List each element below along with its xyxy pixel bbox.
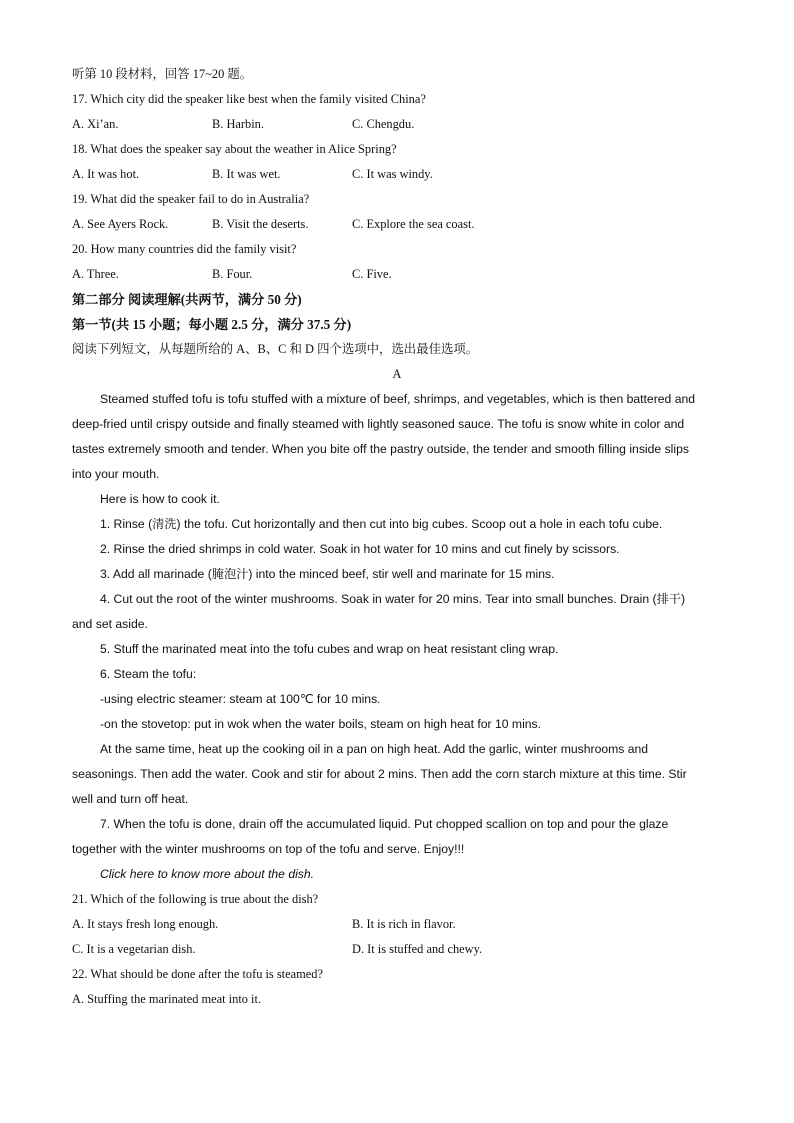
option-21b: B. It is rich in flavor. <box>352 917 456 931</box>
step-4-line-1: 4. Cut out the root of the winter mushrooms. Soak in water for 20 mins. Tear into small bunches. Drain (排干) <box>100 592 686 606</box>
step-1: 1. Rinse (清洗) the tofu. Cut horizontally and then cut into big cubes. Scoop out a hole in each tofu cube. <box>100 517 663 531</box>
intro-line-1: Steamed stuffed tofu is tofu stuffed with a mixture of beef, shrimps, and vegetables, which is then battered and <box>100 392 696 406</box>
options-21-row-2 <box>72 937 722 962</box>
option-18b: B. It was wet. <box>212 167 281 181</box>
step-6a: -using electric steamer: steam at 100℃ for 10 mins. <box>100 692 381 706</box>
same-time-line-2: seasonings. Then add the water. Cook and stir for about 2 mins. Then add the corn starch mixture at this time. Stir <box>72 767 687 781</box>
passage-letter: A <box>392 367 402 381</box>
option-19c: C. Explore the sea coast. <box>352 217 475 231</box>
option-17a: A. Xi’an. <box>72 117 119 131</box>
question-19: 19. What did the speaker fail to do in Australia? <box>72 192 310 206</box>
how-to-line: Here is how to cook it. <box>100 492 220 506</box>
option-18a: A. It was hot. <box>72 167 140 181</box>
intro-line-2: deep-fried until crispy outside and finally steamed with lightly seasoned sauce. The tofu is snow white in color and <box>72 417 685 431</box>
option-20a: A. Three. <box>72 267 119 281</box>
step-7-line-1: 7. When the tofu is done, drain off the accumulated liquid. Put chopped scallion on top and pour the glaze <box>100 817 669 831</box>
exam-page <box>72 62 722 1012</box>
question-18: 18. What does the speaker say about the weather in Alice Spring? <box>72 142 397 156</box>
option-19b: B. Visit the deserts. <box>212 217 309 231</box>
option-17b: B. Harbin. <box>212 117 264 131</box>
question-20: 20. How many countries did the family visit? <box>72 242 297 256</box>
same-time-line-1: At the same time, heat up the cooking oil in a pan on high heat. Add the garlic, winter mushrooms and <box>100 742 649 756</box>
option-18c: C. It was windy. <box>352 167 433 181</box>
option-20b: B. Four. <box>212 267 253 281</box>
options-18 <box>72 162 722 187</box>
step-7-line-2: together with the winter mushrooms on top of the tofu and serve. Enjoy!!! <box>72 842 465 856</box>
step-4-line-2: and set aside. <box>72 617 148 631</box>
options-21-row-1 <box>72 912 722 937</box>
section-title: 第一节(共 15 小题；每小题 2.5 分，满分 37.5 分) <box>72 317 352 332</box>
options-19 <box>72 212 722 237</box>
step-2: 2. Rinse the dried shrimps in cold water. Soak in hot water for 10 mins and cut finely by scissors. <box>100 542 620 556</box>
option-21a: A. It stays fresh long enough. <box>72 917 219 931</box>
question-17: 17. Which city did the speaker like best when the family visited China? <box>72 92 426 106</box>
same-time-line-3: well and turn off heat. <box>72 792 189 806</box>
intro-line-3: tastes extremely smooth and tender. When you bite off the pastry outside, the tender and smooth filling inside slips <box>72 442 689 456</box>
option-21c: C. It is a vegetarian dish. <box>72 942 196 956</box>
step-5: 5. Stuff the marinated meat into the tofu cubes and wrap on heat resistant cling wrap. <box>100 642 559 656</box>
question-22: 22. What should be done after the tofu is steamed? <box>72 967 323 981</box>
step-3: 3. Add all marinade (腌泡汁) into the minced beef, stir well and marinate for 15 mins. <box>100 567 555 581</box>
click-here-link: Click here to know more about the dish. <box>100 867 315 881</box>
intro-line-4: into your mouth. <box>72 467 160 481</box>
option-17c: C. Chengdu. <box>352 117 415 131</box>
part-title: 第二部分 阅读理解(共两节，满分 50 分) <box>72 292 302 307</box>
options-20 <box>72 262 722 287</box>
step-6: 6. Steam the tofu: <box>100 667 197 681</box>
option-21d: D. It is stuffed and chewy. <box>352 942 483 956</box>
step-6b: -on the stovetop: put in wok when the water boils, steam on high heat for 10 mins. <box>100 717 542 731</box>
instructions: 阅读下列短文，从每题所给的 A、B、C 和 D 四个选项中，选出最佳选项。 <box>72 342 479 356</box>
question-21: 21. Which of the following is true about the dish? <box>72 892 319 906</box>
option-20c: C. Five. <box>352 267 392 281</box>
options-17 <box>72 112 722 137</box>
option-19a: A. See Ayers Rock. <box>72 217 169 231</box>
option-22a: A. Stuffing the marinated meat into it. <box>72 992 262 1006</box>
listening-intro: 听第 10 段材料，回答 17~20 题。 <box>72 67 253 81</box>
